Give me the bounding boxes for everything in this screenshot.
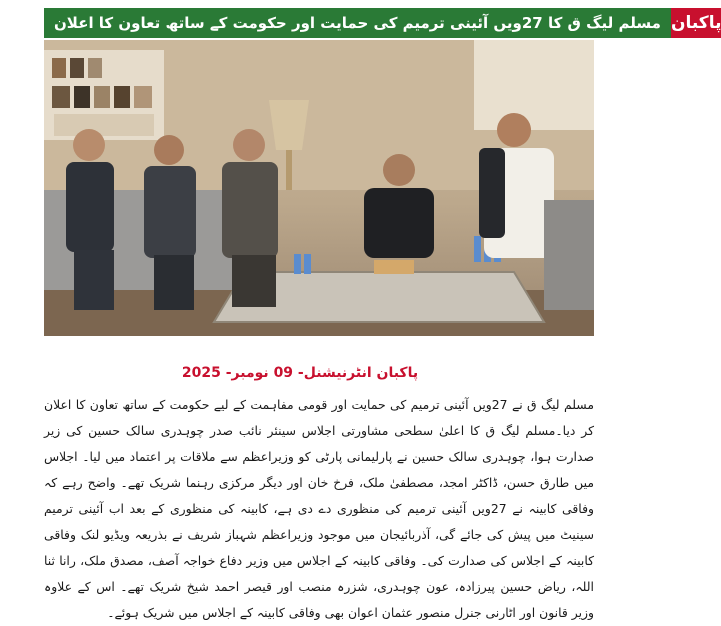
meeting-photo (44, 40, 594, 336)
dateline: پاکبان انٹرنیشنل- 09 نومبر- 2025 (181, 365, 419, 381)
brand-logo: پاکبان (671, 8, 721, 38)
article-header (44, 8, 721, 38)
meeting-photo-illustration (44, 40, 594, 336)
article-body: مسلم لیگ ق نے 27ویں آئینی ترمیم کی حمایت اور قومی مفاہمت کے لیے حکومت کے ساتھ تعاون کا اعلان کر دیا۔مسلم لیگ ق کا اعلیٰ سطحی مشاورتی اجلاس سینئر نائب صدر چوہدری سالک حسین کی زیر صدارت ہوا، چوہدری سالک حسین نے پارلیمانی پارٹی کو وزیراعظم سے ملاقات پر اعتماد میں لیا۔ اجلاس میں طارق حسن، ڈاکٹر امجد، مصطفیٰ ملک، فرخ خان اور دیگر مرکزی رہنما شریک تھے۔ واضح رہے کہ وفاقی کابینہ نے 27ویں آئینی ترمیم کی منظوری دے دی ہے، کابینہ کی منظوری کے بعد اب آئینی ترمیم سینیٹ میں پیش کی جائے گی، آذربائیجان میں موجود وزیراعظم شہباز شریف نے بذریعہ ویڈیو لنک وفاقی کابینہ کے اجلاس کی صدارت کی۔ وفاقی کابینہ کے اجلاس میں وزیر دفاع خواجہ آصف، مصدق ملک، رانا ثنا اللہ، ریاض حسین پیرزادہ، عون چوہدری، شزرہ منصب اور قیصر احمد شیخ شریک تھے۔ اس کے علاوہ وزیر قانون اور اٹارنی جنرل منصور عثمان اعوان بھی وفاقی کابینہ کے اجلاس میں شریک ہوئے۔ (44, 397, 594, 620)
headline: مسلم لیگ ق کا 27ویں آئینی ترمیم کی حمایت اور حکومت کے ساتھ تعاون کا اعلان (44, 8, 671, 38)
